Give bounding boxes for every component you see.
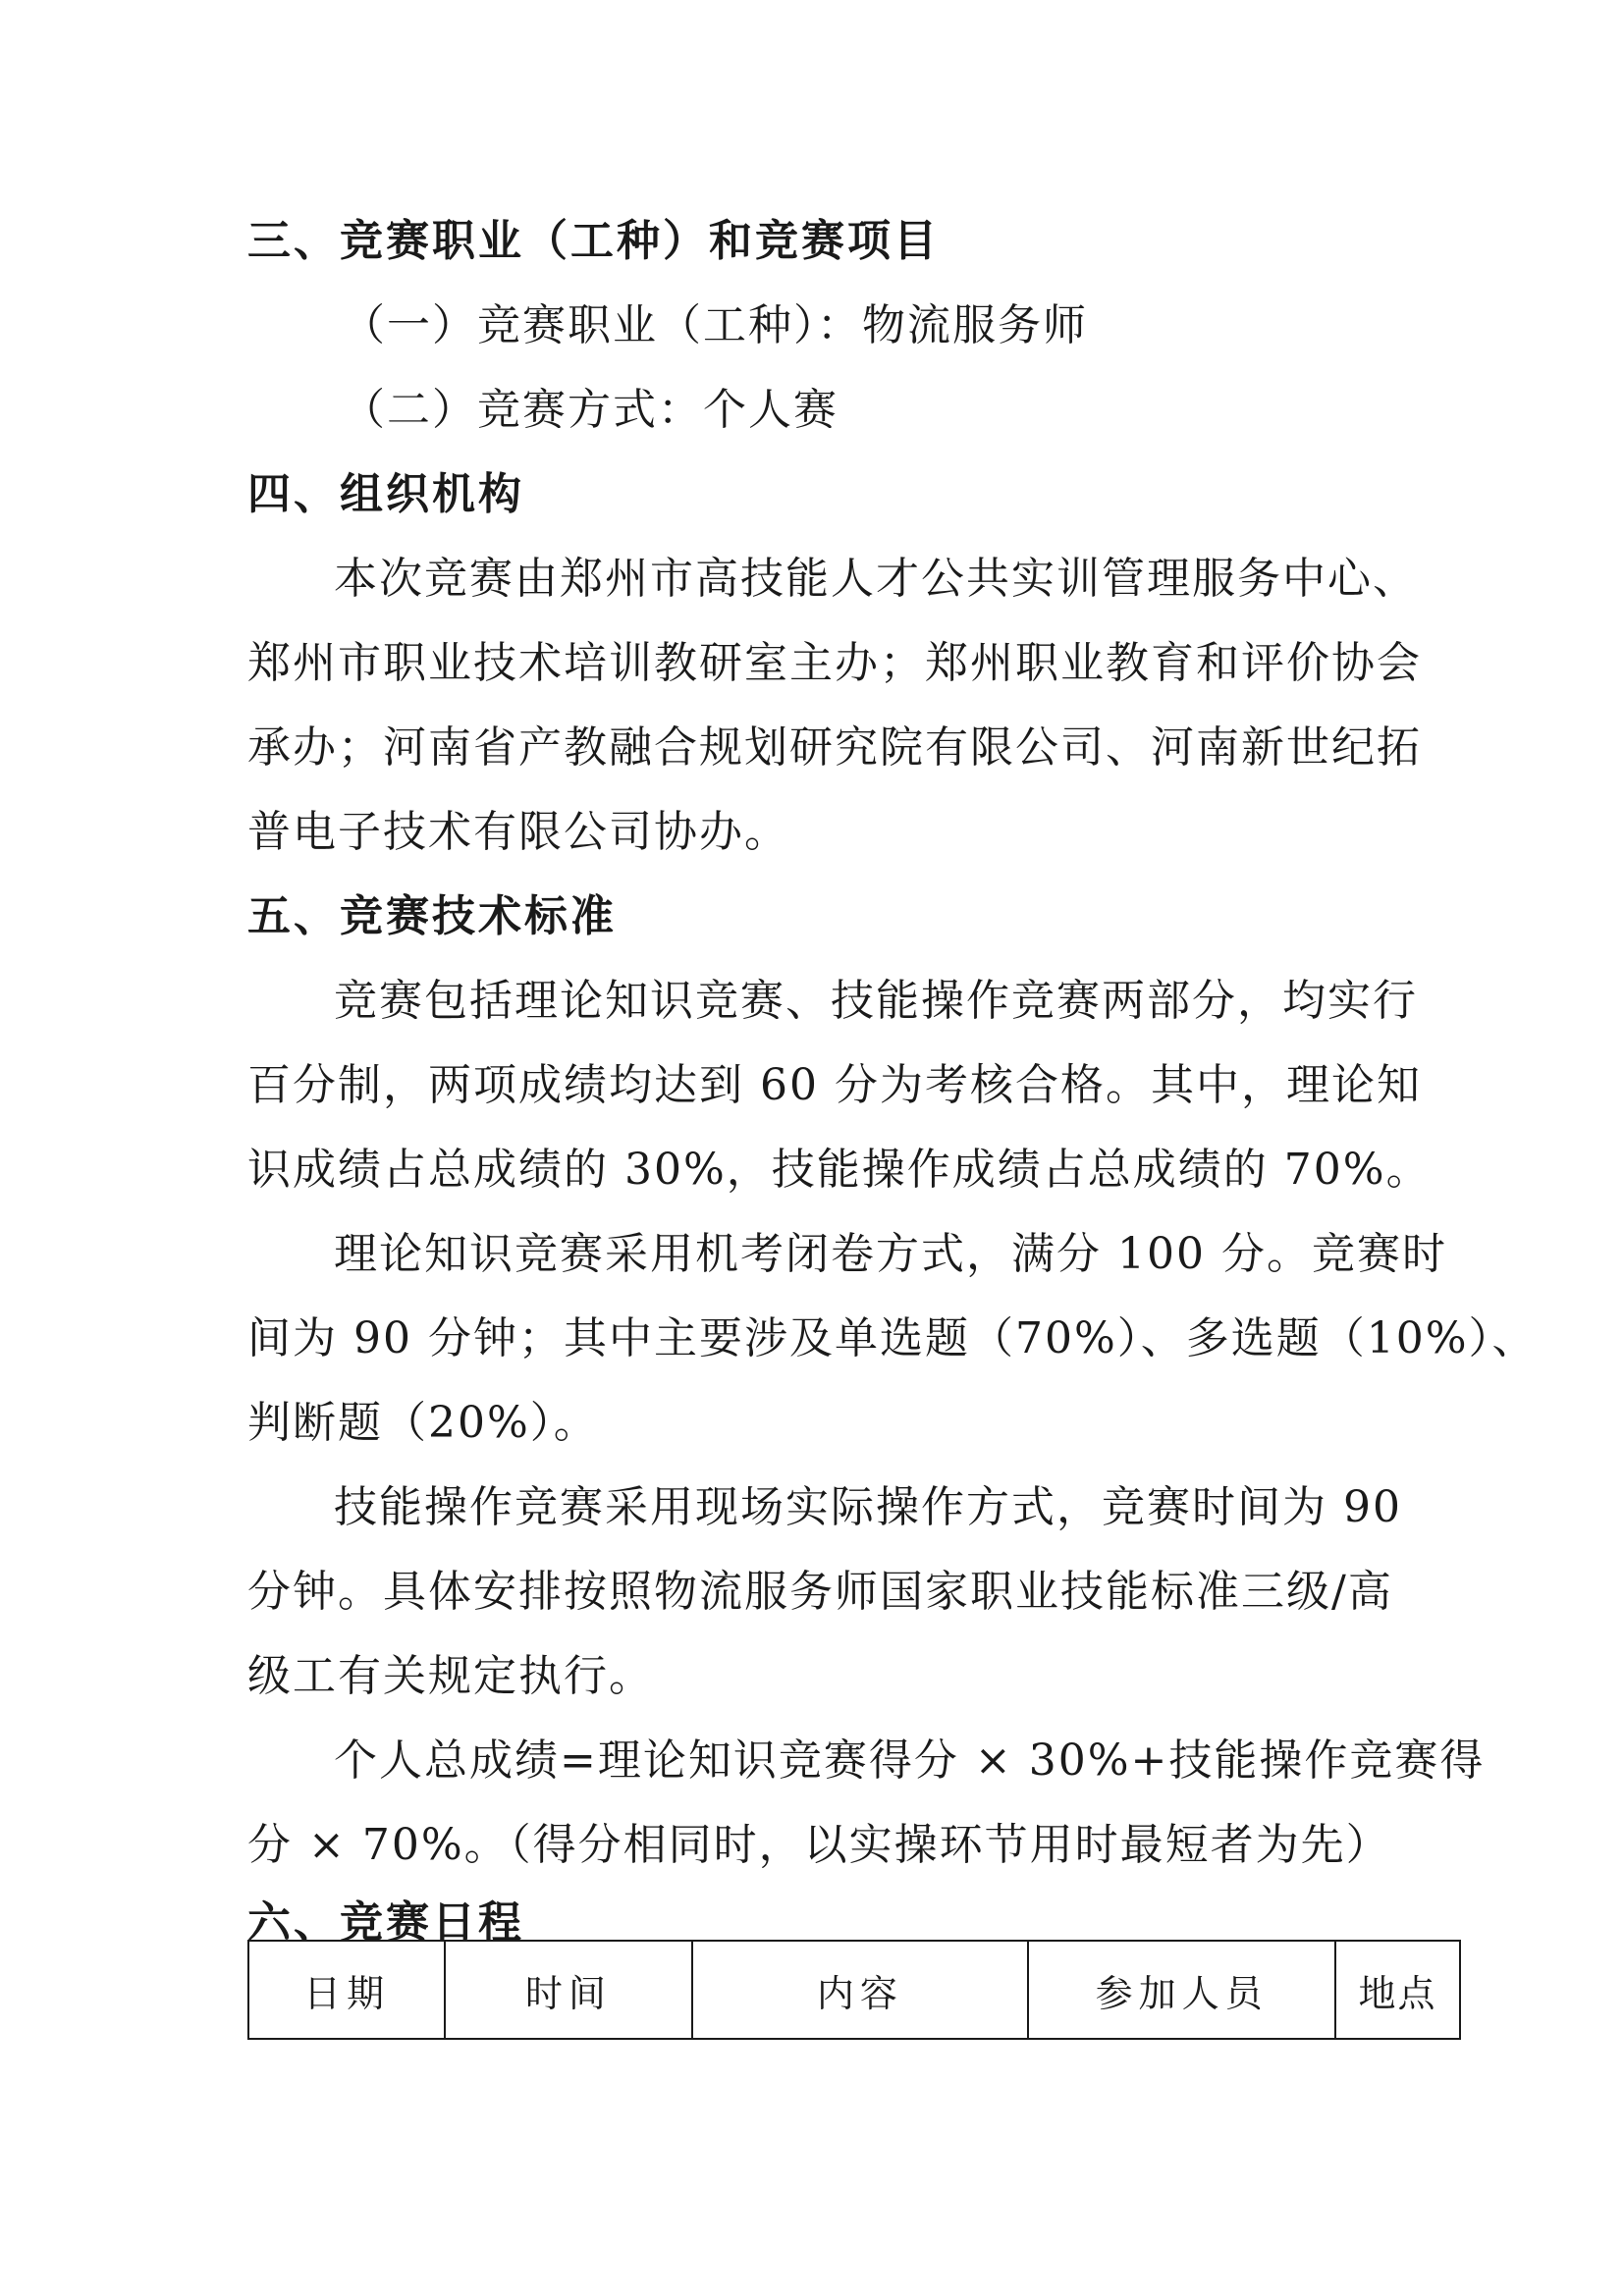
section-5-p2-line-3: 判断题（20%）。: [247, 1398, 599, 1448]
section-5-p2-line-1: 理论知识竞赛采用机考闭卷方式，满分 100 分。竞赛时: [334, 1229, 1447, 1279]
section-5-heading: 五、竞赛技术标准: [247, 891, 617, 941]
section-5-p1-line-1: 竞赛包括理论知识竞赛、技能操作竞赛两部分，均实行: [334, 976, 1418, 1026]
section-4-line-2: 郑州市职业技术培训教研室主办；郑州职业教育和评价协会: [247, 638, 1422, 688]
col-header-location: 地点: [1335, 1941, 1460, 2039]
schedule-table-header-row: [248, 1941, 1460, 2039]
section-5-p3-line-2: 分钟。具体安排按照物流服务师国家职业技能标准三级/高: [247, 1567, 1393, 1617]
section-6-heading: 六、竞赛日程: [247, 1897, 524, 1948]
section-5-p1-line-2: 百分制，两项成绩均达到 60 分为考核合格。其中，理论知: [247, 1060, 1422, 1110]
col-header-content: 内容: [692, 1941, 1028, 2039]
section-4-line-3: 承办；河南省产教融合规划研究院有限公司、河南新世纪拓: [247, 722, 1422, 773]
section-5-p2-line-2: 间为 90 分钟；其中主要涉及单选题（70%）、多选题（10%）、: [247, 1313, 1538, 1363]
section-4-line-4: 普电子技术有限公司协办。: [247, 807, 789, 857]
section-5-p3-line-1: 技能操作竞赛采用现场实际操作方式，竞赛时间为 90: [334, 1482, 1402, 1532]
schedule-table: [247, 1940, 1461, 2040]
section-5-p4-line-2: 分 × 70%。（得分相同时，以实操环节用时最短者为先）: [247, 1820, 1391, 1870]
section-5-p3-line-3: 级工有关规定执行。: [247, 1651, 654, 1701]
col-header-date: 日期: [248, 1941, 445, 2039]
section-3-item-1: （一）竞赛职业（工种）：物流服务师: [342, 300, 1088, 350]
section-5-p1-line-3: 识成绩占总成绩的 30%，技能操作成绩占总成绩的 70%。: [247, 1145, 1432, 1195]
section-3-heading: 三、竞赛职业（工种）和竞赛项目: [247, 216, 940, 266]
section-4-line-1: 本次竞赛由郑州市高技能人才公共实训管理服务中心、: [334, 554, 1418, 604]
section-5-p4-line-1: 个人总成绩=理论知识竞赛得分 × 30%+技能操作竞赛得: [334, 1735, 1486, 1786]
col-header-time: 时间: [445, 1941, 692, 2039]
section-4-heading: 四、组织机构: [247, 469, 524, 519]
col-header-participants: 参加人员: [1028, 1941, 1335, 2039]
section-3-item-2: （二）竞赛方式：个人赛: [342, 385, 839, 435]
